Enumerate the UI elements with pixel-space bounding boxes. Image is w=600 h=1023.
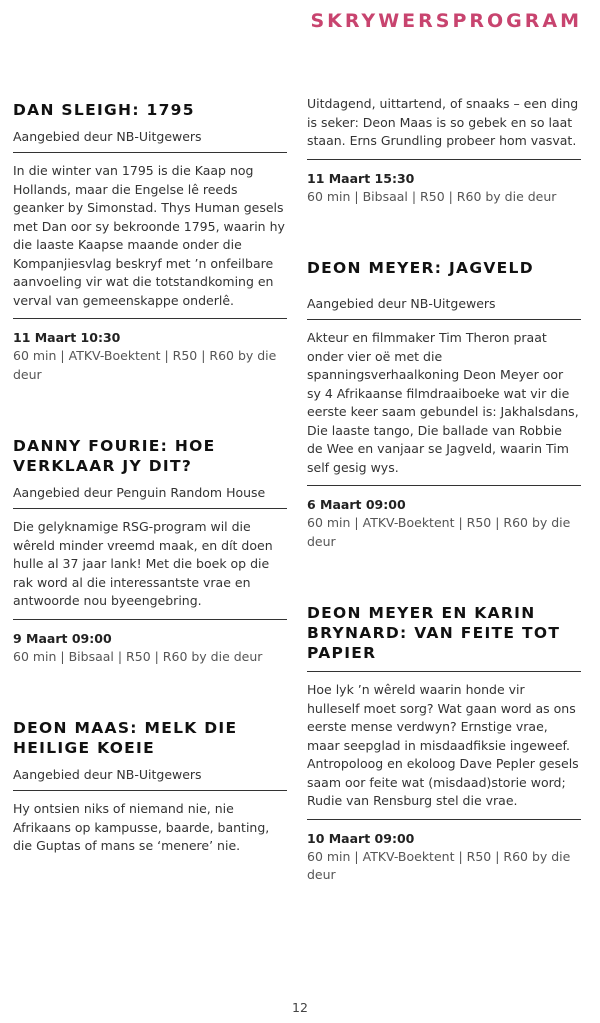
event-info: 60 min | Bibsaal | R50 | R60 by die deur bbox=[307, 188, 557, 204]
event-info: 60 min | ATKV-Boektent | R50 | R60 by die deur bbox=[13, 348, 277, 382]
event-description: Uitdagend, uittartend, of snaaks – een ding is seker: Deon Maas is so gebek en so laat staan. Erns Grundling probeer hom vasvat. bbox=[307, 95, 581, 160]
event-presenter: Aangebied deur NB-Uitgewers bbox=[307, 296, 581, 320]
right-column bbox=[307, 95, 581, 885]
event-title: DAN SLEIGH: 1795 bbox=[13, 101, 195, 119]
event-deon-maas-continued bbox=[307, 95, 581, 206]
event-presenter: Aangebied deur Penguin Random House bbox=[13, 485, 287, 509]
event-date: 11 Maart 15:30 bbox=[307, 170, 415, 186]
event-deon-maas bbox=[13, 718, 287, 864]
event-info: 60 min | ATKV-Boektent | R50 | R60 by die deur bbox=[307, 515, 571, 549]
event-description: Hy ontsien niks of niemand nie, nie Afrikaans op kampusse, baarde, banting, die Guptas of mans se ‘menere’ nie. bbox=[13, 801, 270, 853]
event-presenter: Aangebied deur NB-Uitgewers bbox=[13, 767, 287, 791]
event-deon-meyer-karin-brynard bbox=[307, 603, 581, 885]
event-date: 11 Maart 10:30 bbox=[13, 330, 121, 345]
event-dan-sleigh bbox=[13, 100, 287, 384]
event-title: DEON MAAS: MELK DIE HEILIGE KOEIE bbox=[13, 719, 238, 757]
page-number: 12 bbox=[292, 1000, 308, 1015]
event-title: DEON MEYER EN KARIN BRYNARD: VAN FEITE TOT PAPIER bbox=[307, 603, 581, 672]
event-description: In die winter van 1795 is die Kaap nog Hollands, maar die Engelse lê reeds geanker by Simonstad. Thys Human gesels met Dan oor sy bekroonde 1795, waarin hy die laaste Kaapse maande onder die Kompanjiesvlag beskryf met ’n onfeilbare aanvoeling vir wat die totstandkoming en verval van gemeenskappe onderlê. bbox=[13, 153, 287, 319]
event-info: 60 min | ATKV-Boektent | R50 | R60 by die deur bbox=[307, 848, 571, 882]
event-date: 10 Maart 09:00 bbox=[307, 830, 415, 846]
left-column bbox=[13, 100, 287, 864]
event-description: Die gelyknamige RSG-program wil die wêreld minder vreemd maak, en dít doen hulle al 37 jaar lank! Met die boek op die rak word al die interessantste vrae en antwoorde nou byeengebring. bbox=[13, 509, 287, 620]
event-danny-fourie bbox=[13, 436, 287, 666]
section-title: SKRYWERSPROGRAM bbox=[310, 10, 582, 32]
event-title: DANNY FOURIE: HOE VERKLAAR JY DIT? bbox=[13, 437, 216, 475]
event-description: Akteur en filmmaker Tim Theron praat onder vier oë met die spanningsverhaalkoning Deon Meyer oor sy 4 Afrikaanse filmdraaiboeke wat vir die eerste keer saam gebundel is: Jakhalsdans, Die laaste tango, Die ballade van Robbie de Wee en vanjaar se Jagveld, waarin Tim self gesig wys. bbox=[307, 320, 581, 486]
event-date: 9 Maart 09:00 bbox=[13, 630, 112, 646]
event-presenter: Aangebied deur NB-Uitgewers bbox=[13, 129, 287, 153]
event-info: 60 min | Bibsaal | R50 | R60 by die deur bbox=[13, 648, 263, 664]
event-description: Hoe lyk ’n wêreld waarin honde vir hulleself moet sorg? Wat gaan word as ons eerste mense verdwyn? Ernstige vrae, maar seepglad in misdaadfiksie ingeweef. Antropoloog en ekoloog Dave Pepler gesels saam oor feite wat (misdaad)storie word; Rudie van Rensburg stel die vrae. bbox=[307, 672, 581, 820]
event-title: DEON MEYER: JAGVELD bbox=[307, 259, 534, 277]
event-deon-meyer-jagveld bbox=[307, 258, 581, 551]
event-date: 6 Maart 09:00 bbox=[307, 497, 406, 512]
